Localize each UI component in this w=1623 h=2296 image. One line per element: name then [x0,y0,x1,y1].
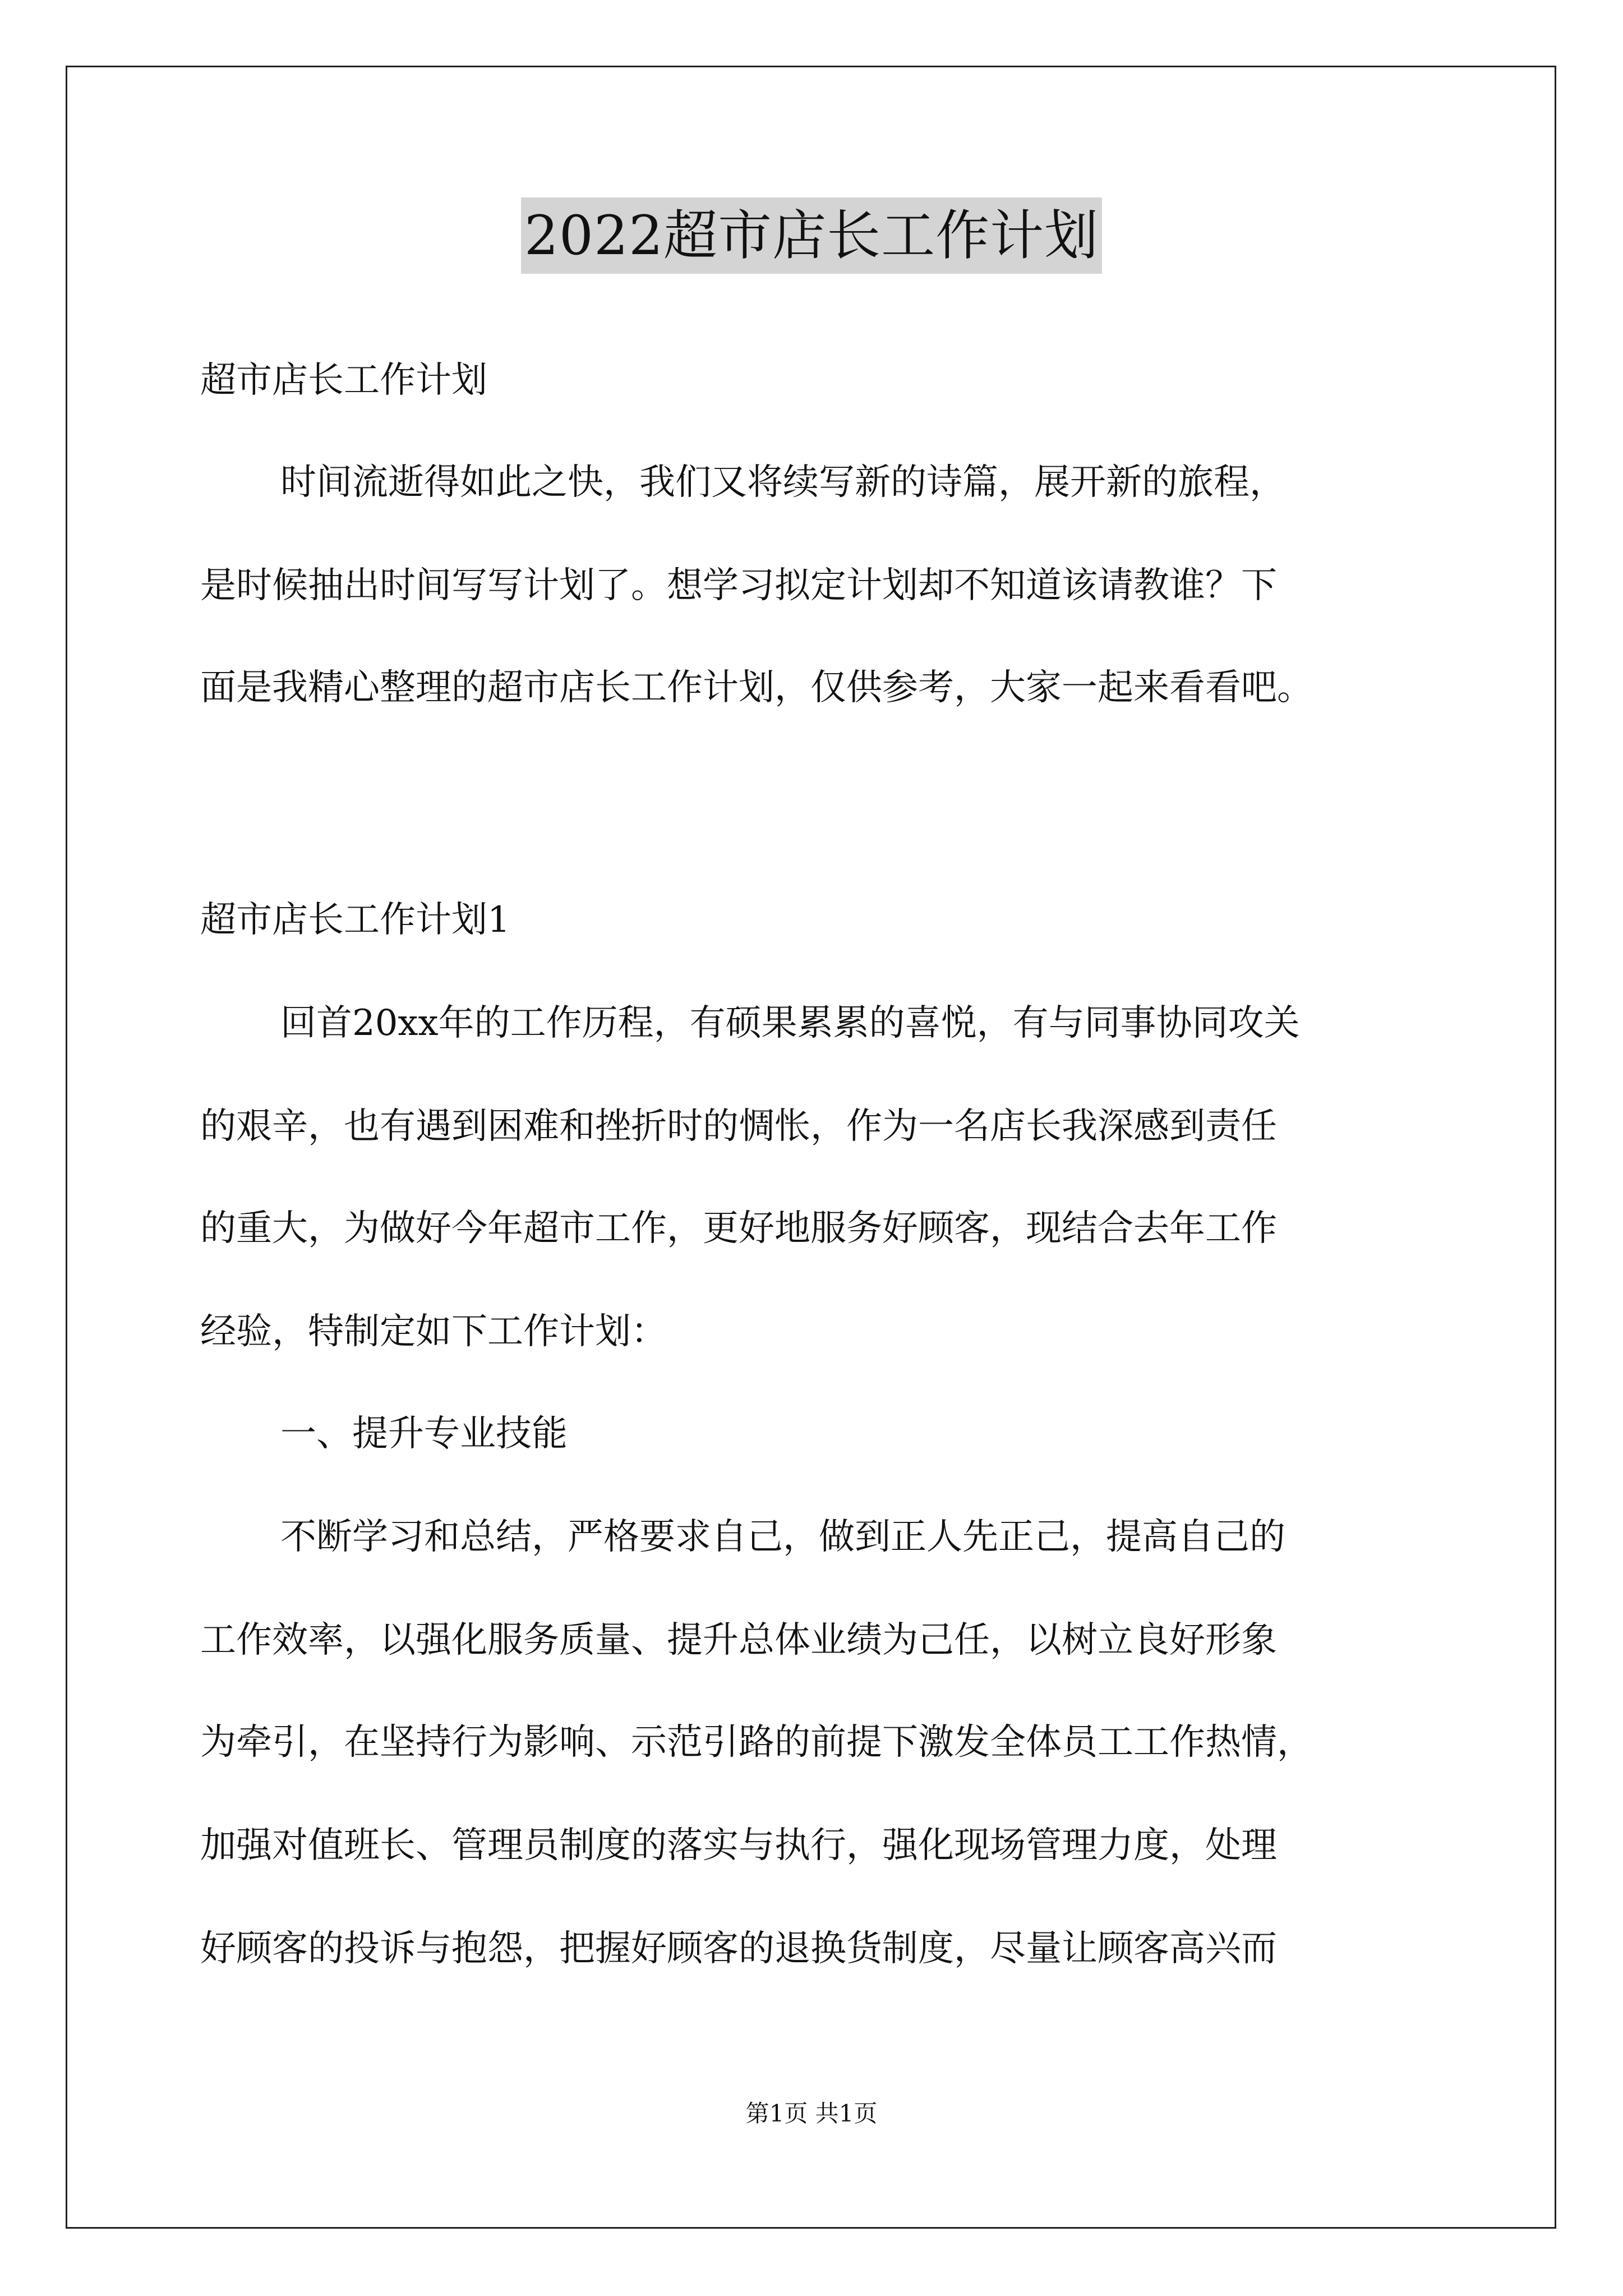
point-line: 工作效率，以强化服务质量、提升总体业绩为己任，以树立良好形象 [200,1619,1277,1661]
section-line: 回首20xx年的工作历程，有硕果累累的喜悦，有与同事协同攻关 [280,1002,1300,1044]
section-line: 经验，特制定如下工作计划： [200,1311,667,1352]
intro-line: 面是我精心整理的超市店长工作计划，仅供参考，大家一起来看看吧。 [200,667,1313,708]
section-heading: 超市店长工作计划1 [200,899,510,941]
page-footer: 第1页 共1页 [745,2100,878,2127]
point-line: 为牵引，在坚持行为影响、示范引路的前提下激发全体员工工作热情， [200,1722,1313,1763]
point-line: 好顾客的投诉与抱怨，把握好顾客的退换货制度，尽量让顾客高兴而 [200,1928,1277,1970]
point-heading: 一、提升专业技能 [280,1413,568,1455]
section-line: 的重大，为做好今年超市工作，更好地服务好顾客，现结合去年工作 [200,1208,1277,1249]
document-subtitle: 超市店长工作计划 [200,360,487,401]
title-container [0,197,1623,274]
section-line: 的艰辛，也有遇到困难和挫折时的惆怅，作为一名店长我深感到责任 [200,1106,1277,1147]
intro-line: 是时候抽出时间写写计划了。想学习拟定计划却不知道该请教谁？下 [200,565,1277,606]
point-line: 不断学习和总结，严格要求自己，做到正人先正己，提高自己的 [280,1516,1285,1558]
document-title: 2022超市店长工作计划 [521,197,1102,274]
point-line: 加强对值班长、管理员制度的落实与执行，强化现场管理力度，处理 [200,1825,1277,1866]
intro-line: 时间流逝得如此之快，我们又将续写新的诗篇，展开新的旅程， [280,462,1285,503]
